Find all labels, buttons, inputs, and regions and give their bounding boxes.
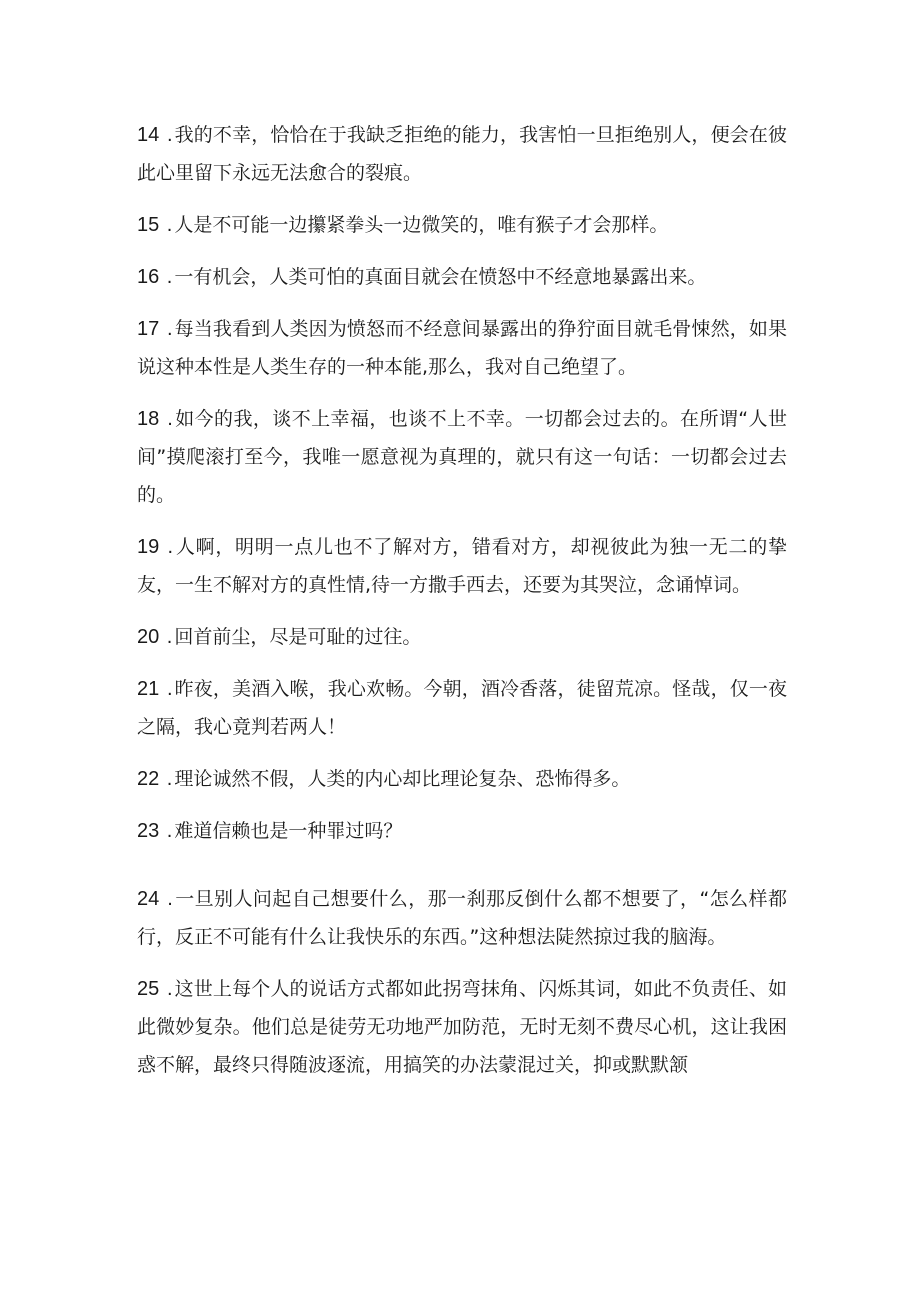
item-number: 15 bbox=[137, 214, 160, 236]
quote-item-22 bbox=[137, 760, 787, 798]
item-separator: . bbox=[161, 888, 173, 910]
item-number: 19 bbox=[137, 536, 160, 558]
item-number: 23 bbox=[137, 820, 160, 842]
item-separator: . bbox=[161, 768, 173, 790]
item-number: 21 bbox=[137, 678, 160, 700]
item-number: 24 bbox=[137, 888, 160, 910]
item-text: 难道信赖也是一种罪过吗？ bbox=[174, 820, 403, 842]
item-number: 18 bbox=[137, 408, 160, 430]
item-number: 20 bbox=[137, 626, 160, 648]
quote-item-23 bbox=[137, 812, 787, 850]
item-text: 回首前尘，尽是可耻的过往。 bbox=[174, 626, 422, 648]
item-separator: . bbox=[161, 266, 173, 288]
quote-item-16 bbox=[137, 258, 787, 296]
quote-item-19 bbox=[137, 528, 787, 604]
item-number: 14 bbox=[137, 124, 160, 146]
quote-item-21 bbox=[137, 670, 787, 746]
item-text: 人啊，明明一点儿也不了解对方，错看对方，却视彼此为独一无二的挚友，一生不解对方的真性情,待一方撒手西去，还要为其哭泣，念诵悼词。 bbox=[137, 536, 787, 596]
item-separator: . bbox=[161, 536, 174, 558]
item-separator: . bbox=[161, 408, 173, 430]
item-number: 16 bbox=[137, 266, 160, 288]
item-number: 17 bbox=[137, 318, 160, 340]
quote-item-14 bbox=[137, 116, 787, 192]
item-separator: . bbox=[161, 678, 173, 700]
item-text: 理论诚然不假，人类的内心却比理论复杂、恐怖得多。 bbox=[174, 768, 631, 790]
item-separator: . bbox=[161, 214, 173, 236]
item-separator: . bbox=[161, 820, 173, 842]
quote-item-20 bbox=[137, 618, 787, 656]
item-text: 这世上每个人的说话方式都如此拐弯抹角、闪烁其词，如此不负责任、如此微妙复杂。他们总是徒劳无功地严加防范，无时无刻不费尽心机，这让我困惑不解，最终只得随波逐流，用搞笑的办法蒙混过关，抑或默默颔 bbox=[137, 978, 787, 1076]
quote-item-25 bbox=[137, 970, 787, 1084]
quote-list bbox=[137, 116, 787, 1098]
item-separator: . bbox=[161, 978, 173, 1000]
item-separator: . bbox=[161, 124, 173, 146]
item-text: 每当我看到人类因为愤怒而不经意间暴露出的狰狞面目就毛骨悚然，如果说这种本性是人类生存的一种本能,那么，我对自己绝望了。 bbox=[137, 318, 787, 378]
quote-item-17 bbox=[137, 310, 787, 386]
item-text: 人是不可能一边攥紧拳头一边微笑的，唯有猴子才会那样。 bbox=[174, 214, 669, 236]
quote-item-24 bbox=[137, 880, 787, 956]
item-text: 一旦别人问起自己想要什么，那一刹那反倒什么都不想要了，“怎么样都行，反正不可能有什么让我快乐的东西。”这种想法陡然掠过我的脑海。 bbox=[137, 888, 787, 948]
item-text: 我的不幸，恰恰在于我缺乏拒绝的能力，我害怕一旦拒绝别人，便会在彼此心里留下永远无法愈合的裂痕。 bbox=[137, 124, 787, 184]
item-text: 一有机会，人类可怕的真面目就会在愤怒中不经意地暴露出来。 bbox=[174, 266, 707, 288]
item-separator: . bbox=[161, 318, 173, 340]
item-separator: . bbox=[161, 626, 173, 648]
item-text: 如今的我，谈不上幸福，也谈不上不幸。一切都会过去的。在所谓“人世间”摸爬滚打至今，我唯一愿意视为真理的，就只有这一句话：一切都会过去的。 bbox=[137, 408, 787, 506]
quote-item-15 bbox=[137, 206, 787, 244]
item-text: 昨夜，美酒入喉，我心欢畅。今朝，酒冷香落，徒留荒凉。怪哉，仅一夜之隔，我心竟判若两人！ bbox=[137, 678, 787, 738]
item-number: 22 bbox=[137, 768, 160, 790]
quote-item-18 bbox=[137, 400, 787, 514]
item-number: 25 bbox=[137, 978, 160, 1000]
